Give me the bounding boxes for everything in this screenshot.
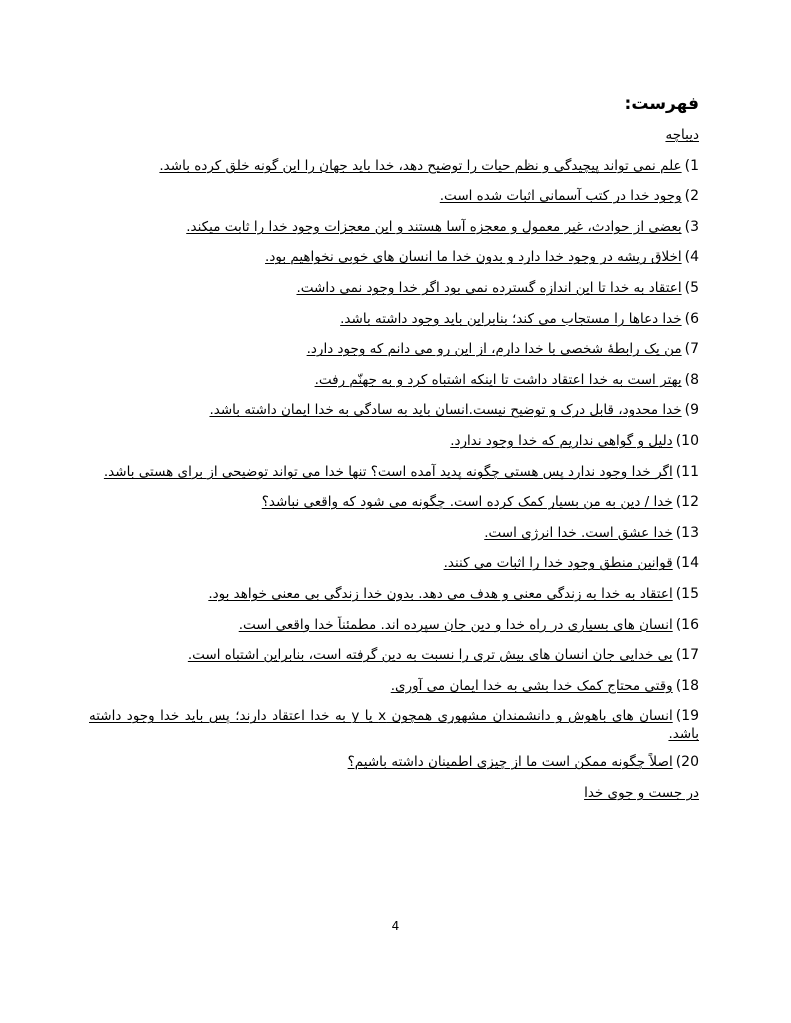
toc-entry-number: 6) [684, 310, 699, 327]
toc-entry-link[interactable]: خدا / دین به من بسیار کمک کرده است. چگونه می شود که واقعی نباشد؟ [261, 494, 673, 511]
toc-entry-number: 1) [684, 157, 699, 174]
toc-entry-number: 16) [675, 616, 699, 633]
toc-entry-number: 18) [675, 677, 699, 694]
toc-entry-link[interactable]: اعتقاد به خدا تا این اندازه گسترده نمی بود اگر خدا وجود نمی داشت. [296, 279, 682, 296]
page-title: فهرست: [624, 94, 699, 114]
toc-entry-number: 3) [684, 218, 699, 235]
toc-entry [89, 187, 699, 205]
toc-entry-link[interactable]: من یک رابطهٔ شخصی با خدا دارم، از این رو می دانم که وجود دارد. [306, 341, 682, 358]
toc-entry-link[interactable]: بهتر است به خدا اعتقاد داشت تا اینکه اشتباه کرد و به جهنّم رفت. [314, 371, 682, 388]
toc-entry-number: 19) [675, 708, 699, 725]
toc-entry [89, 248, 699, 266]
toc-entry-link[interactable]: اخلاق ریشه در وجود خدا دارد و بدون خدا ما انسان های خوبی نخواهیم بود. [265, 249, 682, 266]
toc-entry-number: 10) [675, 432, 699, 449]
toc-entry-number: 14) [675, 555, 699, 572]
toc-link-closing[interactable]: در جست و جوی خدا [584, 784, 699, 801]
toc-entry-number: 5) [684, 279, 699, 296]
toc-entry [89, 218, 699, 236]
toc-entry [89, 157, 699, 175]
page-number: 4 [391, 919, 400, 933]
toc-entry [89, 493, 699, 511]
toc-entry [89, 432, 699, 450]
table-of-contents [89, 126, 699, 814]
toc-entry [89, 340, 699, 358]
toc-entry [89, 554, 699, 572]
toc-entry-number: 4) [684, 249, 699, 266]
toc-entry [89, 753, 699, 771]
toc-entry-link[interactable]: دلیل و گواهی نداریم که خدا وجود ندارد. [450, 432, 673, 449]
toc-entry-number: 15) [675, 585, 699, 602]
toc-entry [89, 310, 699, 328]
toc-entry-link[interactable]: وقتی محتاج کمک خدا بشی به خدا ایمان می آوری. [390, 677, 673, 694]
toc-entry-number: 8) [684, 371, 699, 388]
toc-entry-preface [89, 126, 699, 144]
toc-entry-link[interactable]: خدا دعاها را مستجاب می کند؛ بنابراین باید وجود داشته باشد. [340, 310, 682, 327]
toc-entry [89, 401, 699, 419]
toc-entry [89, 707, 699, 743]
toc-entry-number: 12) [675, 494, 699, 511]
toc-entry [89, 677, 699, 695]
toc-entry-link[interactable]: خدا محدود، قابل درک و توضیح نیست.انسان باید به سادگی به خدا ایمان داشته باشد. [209, 402, 682, 419]
toc-entry-link[interactable]: بعضی از حوادث، غیر معمول و معجزه آسا هستند و این معجزات وجود خدا را ثابت میکند. [186, 218, 682, 235]
toc-entry-link[interactable]: انسان های بسیاری در راه خدا و دین جان سپرده اند. مطمئناً خدا واقعی است. [238, 616, 673, 633]
toc-entry-number: 11) [675, 463, 699, 480]
toc-entry-link[interactable]: انسان های باهوش و دانشمندان مشهوری همچون x یا y به خدا اعتقاد دارند؛ پس باید خدا وجود داشته باشد. [89, 708, 699, 743]
toc-entry-number: 7) [684, 341, 699, 358]
toc-entry-link[interactable]: اگر خدا وجود ندارد پس هستی چگونه پدید آمده است؟ تنها خدا می تواند توضیحی از برای هستی باشد. [103, 463, 673, 480]
toc-entry [89, 585, 699, 603]
toc-entry-number: 13) [675, 524, 699, 541]
toc-entry [89, 463, 699, 481]
toc-entry-link[interactable]: وجود خدا در کتب آسمانی اثبات شده است. [439, 188, 682, 205]
toc-entry-link[interactable]: خدا عشق است. خدا انرژی است. [484, 524, 673, 541]
toc-entry [89, 616, 699, 634]
toc-entry-link[interactable]: علم نمی تواند پیچیدگی و نظم حیات را توضیح دهد، خدا باید جهان را این گونه خلق کرده باشد. [159, 157, 682, 174]
toc-entry-closing [89, 784, 699, 802]
toc-entry [89, 279, 699, 297]
toc-entry-link[interactable]: بی خدایی جان انسان های بیش تری را نسبت به دین گرفته است، بنابراین اشتباه است. [187, 647, 673, 664]
toc-entry [89, 646, 699, 664]
toc-entry-link[interactable]: اصلاً چگونه ممکن است ما از چیزی اطمینان داشته باشیم؟ [347, 754, 673, 771]
toc-entry-number: 2) [684, 188, 699, 205]
toc-entry [89, 524, 699, 542]
toc-entry-number: 17) [675, 647, 699, 664]
toc-entry [89, 371, 699, 389]
toc-entry-link[interactable]: اعتقاد به خدا به زندگی معنی و هدف می دهد. بدون خدا زندگی بی معنی خواهد بود. [208, 585, 673, 602]
toc-entry-number: 9) [684, 402, 699, 419]
toc-link-preface[interactable]: دیباچه [665, 127, 699, 143]
toc-entry-link[interactable]: قوانین منطق وجود خدا را اثبات می کنند. [443, 555, 673, 572]
toc-entry-number: 20) [675, 754, 699, 771]
